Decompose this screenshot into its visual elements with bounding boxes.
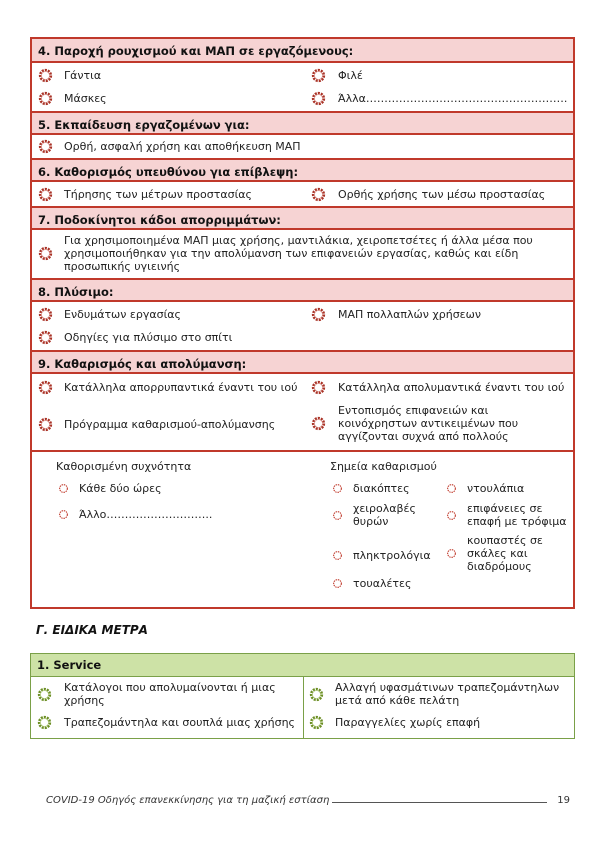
option-disinfectable-menus[interactable] — [37, 681, 295, 707]
option-handrails[interactable] — [446, 534, 566, 573]
small-circle-icon — [446, 510, 457, 521]
section-9-header — [32, 350, 573, 374]
dashed-circle-icon — [311, 91, 326, 106]
dashed-circle-icon — [309, 715, 324, 730]
section-7-header — [32, 206, 573, 230]
option-label: Κατάλογοι που απολυμαίνονται ή μιας χρήσης — [64, 681, 276, 707]
dashed-circle-icon — [38, 417, 53, 432]
option-label: Αλλαγή υφασμάτινων τραπεζομάντηλων μετά από κάθε πελάτη — [335, 681, 560, 707]
option-other-frequency[interactable] — [58, 508, 212, 521]
option-label: Εντοπισμός επιφανειών και κοινόχρηστων αντικειμένων που αγγίζονται συχνά από πολλούς — [338, 404, 519, 443]
option-cupboards[interactable] — [446, 482, 524, 495]
option-label: Άλλο……………………….. — [79, 508, 213, 521]
option-reusable-ppe[interactable] — [311, 307, 481, 322]
small-circle-icon — [446, 483, 457, 494]
option-pedal-bins[interactable] — [38, 234, 538, 273]
section-4-header — [32, 39, 573, 63]
option-measures-compliance[interactable] — [38, 187, 252, 202]
option-label: Για χρησιμοποιημένα ΜΑΠ μιας χρήσης, μαντιλάκια, χειροπετσέτες ή άλλα μέσα που χρησιμοποιήθηκαν για την απολύμανση των επιφανειών εργασίας, καθώς και είδη προσωπικής υγιεινής — [64, 234, 533, 273]
section-9-title: 9. Καθαρισμός και απολύμανση: — [38, 357, 247, 371]
section-4-options — [32, 63, 573, 111]
small-circle-icon — [332, 483, 343, 494]
page-number: 19 — [557, 795, 570, 806]
section-7-options — [32, 230, 573, 278]
dashed-circle-icon — [38, 139, 53, 154]
section-9-options — [32, 374, 573, 452]
section-8-title: 8. Πλύσιμο: — [38, 285, 114, 299]
dashed-circle-icon — [311, 187, 326, 202]
option-other[interactable] — [311, 91, 567, 106]
dashed-circle-icon — [311, 380, 326, 395]
section-5-options — [32, 135, 573, 158]
option-label: Κατάλληλα απορρυπαντικά έναντι του ιού — [64, 381, 298, 394]
small-circle-icon — [58, 483, 69, 494]
section-8-options — [32, 302, 573, 350]
option-disinfectants[interactable] — [311, 380, 564, 395]
service-title: 1. Service — [37, 658, 102, 672]
option-correct-use[interactable] — [311, 187, 545, 202]
option-label: ντουλάπια — [467, 482, 525, 495]
option-label: πληκτρολόγια — [353, 549, 431, 562]
option-label: ΜΑΠ πολλαπλών χρήσεων — [338, 308, 481, 321]
small-circle-icon — [332, 510, 343, 521]
section-6-title: 6. Καθορισμός υπευθύνου για επίβλεψη: — [38, 165, 299, 179]
dashed-circle-icon — [37, 715, 52, 730]
small-circle-icon — [446, 548, 457, 559]
dashed-circle-icon — [38, 246, 53, 261]
option-label: Γάντια — [64, 69, 102, 82]
option-masks[interactable] — [38, 91, 107, 106]
service-options — [31, 677, 574, 738]
section-4-title: 4. Παροχή ρουχισμού και ΜΑΠ σε εργαζόμενους: — [38, 44, 354, 58]
option-toilets[interactable] — [332, 577, 411, 590]
option-label: Πρόγραμμα καθαρισμού-απολύμανσης — [64, 418, 276, 431]
frequency-label: Καθορισμένη συχνότητα — [56, 460, 192, 473]
option-disposable-tablecloths[interactable] — [37, 715, 295, 730]
section-8-header — [32, 278, 573, 302]
dashed-circle-icon — [311, 307, 326, 322]
option-food-contact-surfaces[interactable] — [446, 502, 574, 528]
option-door-handles[interactable] — [332, 502, 432, 528]
option-hairnet[interactable] — [311, 68, 363, 83]
dashed-circle-icon — [38, 307, 53, 322]
small-circle-icon — [332, 578, 343, 589]
small-circle-icon — [332, 550, 343, 561]
small-circle-icon — [58, 509, 69, 520]
option-label: τουαλέτες — [353, 577, 412, 590]
dashed-circle-icon — [311, 68, 326, 83]
option-ppe-training[interactable] — [38, 139, 301, 154]
option-label: κουπαστές σε σκάλες και διαδρόμους — [467, 534, 543, 573]
footer-text: COVID-19 Οδηγός επανεκκίνησης για τη μαζική εστίαση — [46, 795, 330, 806]
footer-rule — [332, 802, 547, 803]
dashed-circle-icon — [311, 416, 326, 431]
option-every-two-hours[interactable] — [58, 482, 162, 495]
special-measures-heading: Γ. ΕΙΔΙΚΑ ΜΕΤΡΑ — [36, 623, 148, 637]
option-label: Παραγγελίες χωρίς επαφή — [335, 716, 481, 729]
section-9-details — [32, 452, 573, 593]
section-5-title: 5. Εκπαίδευση εργαζομένων για: — [38, 118, 250, 132]
page-footer — [46, 795, 570, 809]
service-header — [31, 654, 574, 677]
option-contactless-orders[interactable] — [309, 715, 480, 730]
option-label: επιφάνειες σε επαφή με τρόφιμα — [467, 502, 567, 528]
option-label: Κάθε δύο ώρες — [79, 482, 162, 495]
dashed-circle-icon — [38, 380, 53, 395]
option-label: Ορθής χρήσης των μέσω προστασίας — [338, 188, 546, 201]
option-label: χειρολαβές θυρών — [353, 502, 416, 528]
dashed-circle-icon — [38, 91, 53, 106]
option-cleaning-program[interactable] — [38, 417, 275, 432]
option-label: Τήρησης των μέτρων προστασίας — [64, 188, 252, 201]
option-detergents[interactable] — [38, 380, 297, 395]
option-label: Φιλέ — [338, 69, 363, 82]
option-label: Κατάλληλα απολυμαντικά έναντι του ιού — [338, 381, 565, 394]
option-label: Ορθή, ασφαλή χρήση και αποθήκευση ΜΑΠ — [64, 140, 301, 153]
option-switches[interactable] — [332, 482, 410, 495]
option-label: Ενδυμάτων εργασίας — [64, 308, 182, 321]
dashed-circle-icon — [37, 687, 52, 702]
cleaning-points-label: Σημεία καθαρισμού — [330, 460, 437, 473]
section-7-title: 7. Ποδοκίνητοι κάδοι απορριμμάτων: — [38, 213, 281, 227]
section-6-options — [32, 182, 573, 206]
dashed-circle-icon — [38, 330, 53, 345]
option-work-clothes[interactable] — [38, 307, 181, 322]
section-5-header — [32, 111, 573, 135]
dashed-circle-icon — [309, 687, 324, 702]
option-home-washing[interactable] — [38, 330, 232, 345]
option-keyboards[interactable] — [332, 549, 431, 562]
service-table — [30, 653, 575, 739]
dashed-circle-icon — [38, 187, 53, 202]
option-gloves[interactable] — [38, 68, 101, 83]
option-label: Μάσκες — [64, 92, 107, 105]
option-label: Οδηγίες για πλύσιμο στο σπίτι — [64, 331, 233, 344]
option-label: Τραπεζομάντηλα και σουπλά μιας χρήσης — [64, 716, 296, 729]
dashed-circle-icon — [38, 68, 53, 83]
option-label: διακόπτες — [353, 482, 410, 495]
option-touch-surfaces[interactable] — [311, 404, 561, 443]
option-tablecloth-change[interactable] — [309, 681, 571, 707]
section-6-header — [32, 158, 573, 182]
protective-measures-table — [30, 37, 575, 609]
option-label: Άλλα………………………………………………. — [338, 92, 568, 105]
